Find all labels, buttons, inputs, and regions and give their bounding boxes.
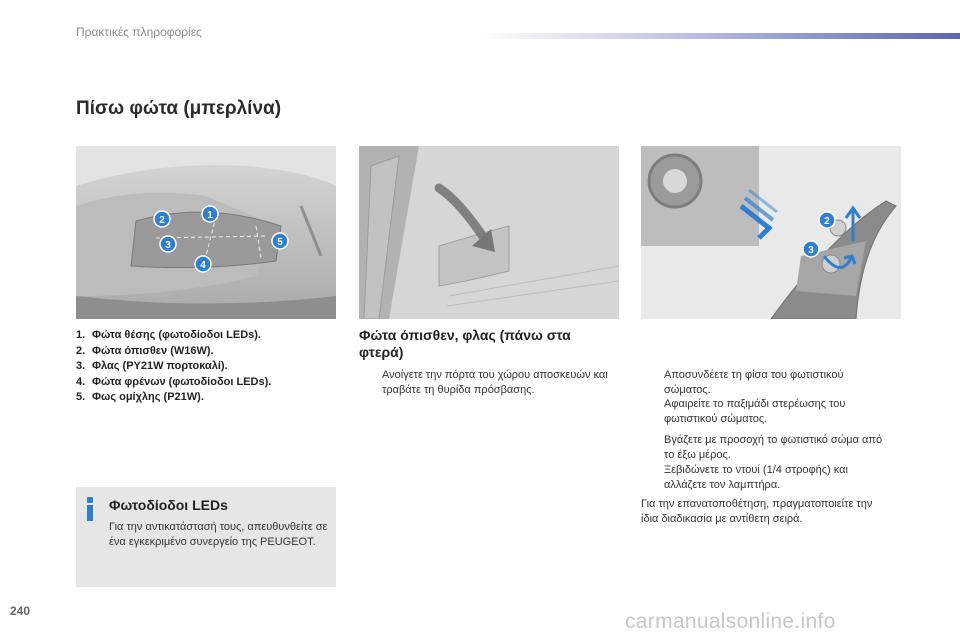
step-item: Αποσυνδέετε τη φίσα του φωτιστικού σώματος. — [664, 369, 844, 396]
callout-2 — [819, 212, 835, 228]
info-box — [76, 487, 336, 587]
list-item: 3. Φλας (PY21W πορτοκαλί). — [76, 360, 228, 372]
step-item: Αφαιρείτε το παξιμάδι στερέωσης του φωτιστικού σώματος. — [664, 398, 846, 425]
closing-note: Για την επανατοποθέτηση, πραγματοποιείτε την ίδια διαδικασία με αντίθετη σειρά. — [641, 498, 873, 525]
info-icon — [86, 497, 94, 521]
callout-5 — [272, 233, 288, 249]
svg-text:5: 5 — [277, 237, 283, 248]
subsection-title: Φώτα όπισθεν, φλας (πάνω στα φτερά) — [359, 327, 571, 360]
parts-list — [76, 328, 271, 406]
page-number: 240 — [10, 604, 31, 618]
figure1-callouts — [76, 146, 336, 319]
svg-text:2: 2 — [159, 215, 165, 226]
step-item: Ανοίγετε την πόρτα του χώρου αποσκευών και τραβάτε τη θυρίδα πρόσβασης. — [382, 369, 608, 396]
list-item: 4. Φώτα φρένων (φωτοδίοδοι LEDs). — [76, 375, 272, 388]
svg-text:2: 2 — [824, 216, 830, 227]
list-item: 1. Φώτα θέσης (φωτοδίοδοι LEDs). — [76, 329, 261, 341]
svg-text:3: 3 — [808, 245, 814, 256]
callout-3 — [803, 241, 819, 257]
page-title: Πίσω φώτα (μπερλίνα) — [76, 98, 282, 119]
figure3-callouts — [641, 146, 901, 319]
step-item: Βγάζετε με προσοχή το φωτιστικό σώμα από το έξω μέρος. — [664, 434, 883, 461]
svg-text:4: 4 — [200, 260, 206, 271]
info-text: Για την αντικατάστασή τους, απευθυνθείτε σε ένα εγκεκριμένο συνεργείο της PEUGEOT. — [109, 521, 328, 548]
step-item: Ξεβιδώνετε το ντουί (1/4 στροφής) και αλλάζετε τον λαμπτήρα. — [664, 464, 848, 491]
header-divider — [478, 33, 960, 39]
callout-3 — [160, 236, 176, 252]
info-title: Φωτοδίοδοι LEDs — [109, 497, 228, 513]
list-item: 2. Φώτα όπισθεν (W16W). — [76, 344, 214, 357]
callout-2 — [154, 211, 170, 227]
section-header: Πρακτικές πληροφορίες — [76, 25, 202, 39]
trunk-access-hatch-illustration — [359, 146, 619, 319]
callout-4 — [195, 256, 211, 272]
list-item: 5. Φως ομίχλης (P21W). — [76, 391, 204, 403]
svg-text:1: 1 — [207, 210, 213, 221]
watermark: carmanualsonline.info — [625, 610, 836, 633]
svg-text:3: 3 — [165, 240, 171, 251]
callout-1 — [202, 206, 218, 222]
